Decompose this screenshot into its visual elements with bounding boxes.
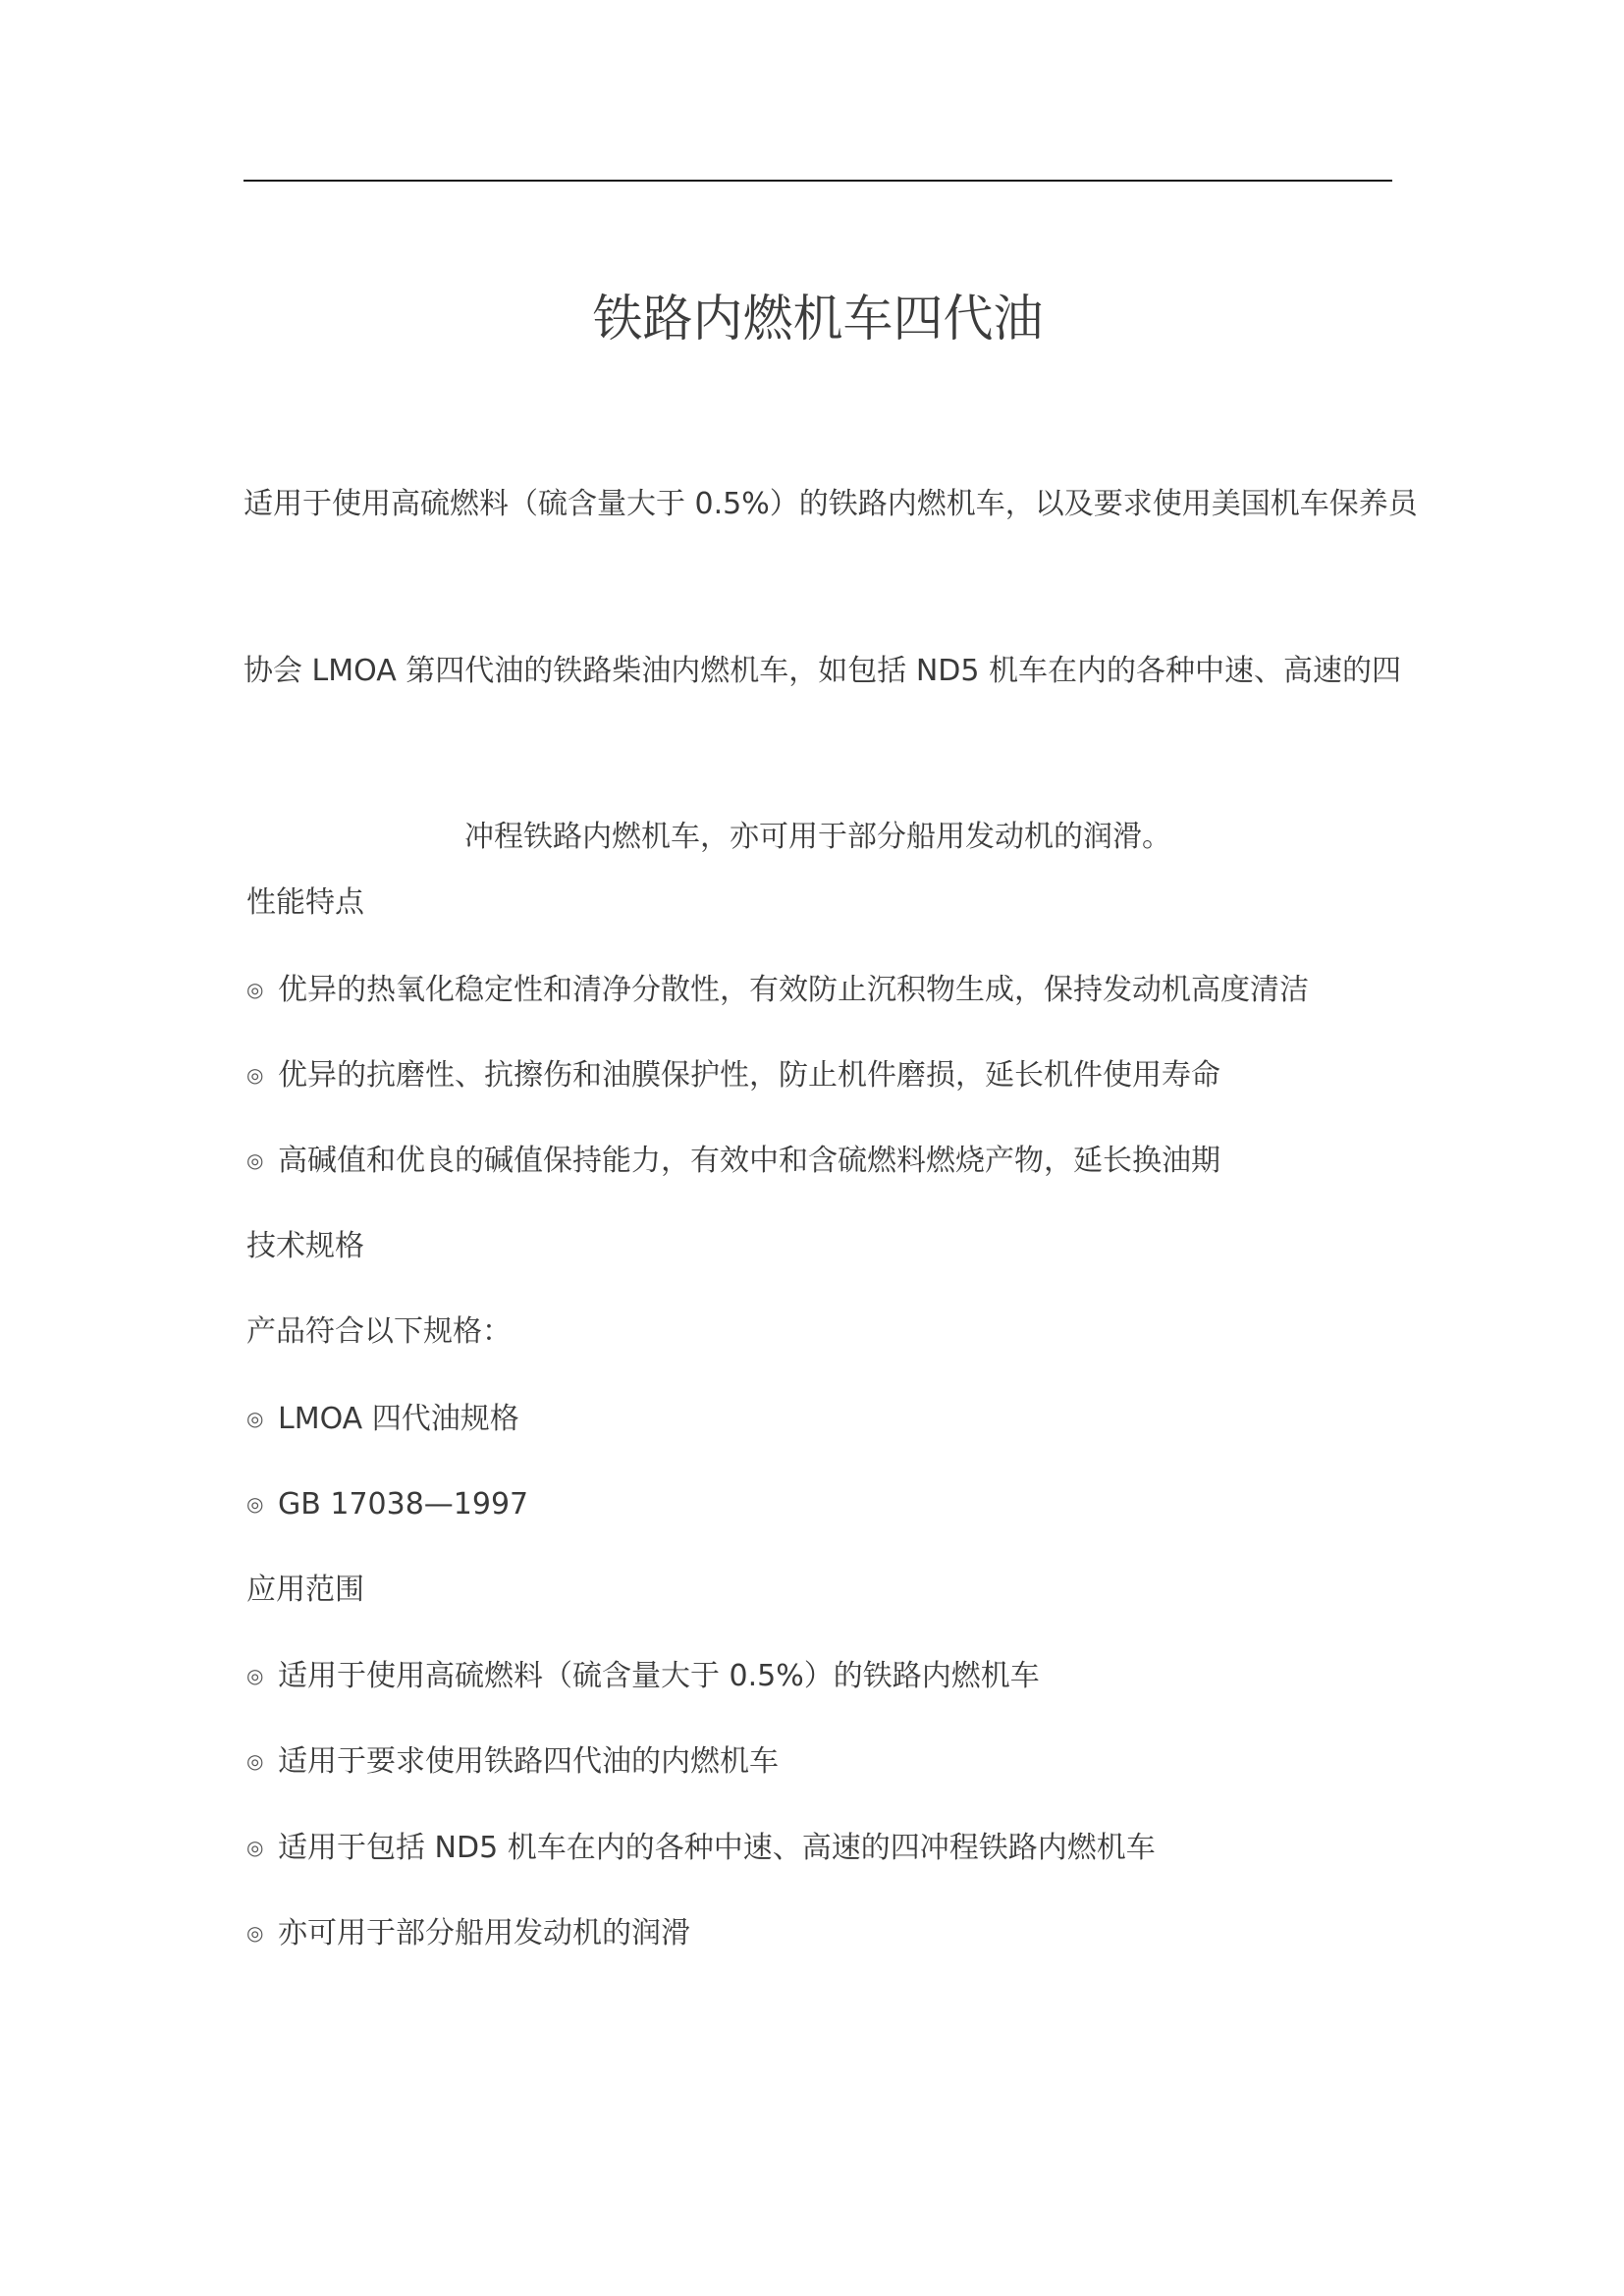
bullet-icon: ◎ bbox=[246, 978, 264, 1001]
specs-heading: 技术规格 bbox=[246, 1229, 364, 1263]
header-rule bbox=[244, 180, 1392, 182]
bullet-icon: ◎ bbox=[246, 1492, 264, 1516]
bullet-icon: ◎ bbox=[246, 1836, 264, 1859]
intro-line-1: 适用于使用高硫燃料（硫含量大于 0.5%）的铁路内燃机车，以及要求使用美国机车保养员 bbox=[244, 487, 1418, 521]
page-title: 铁路内燃机车四代油 bbox=[592, 291, 1044, 348]
intro-line-3: 冲程铁路内燃机车，亦可用于部分船用发动机的润滑。 bbox=[464, 820, 1171, 854]
features-heading: 性能特点 bbox=[246, 885, 364, 920]
application-item-2: 适用于要求使用铁路四代油的内燃机车 bbox=[278, 1744, 779, 1779]
list-item bbox=[246, 1828, 1156, 1868]
feature-item-1: 优异的热氧化稳定性和清净分散性，有效防止沉积物生成，保持发动机高度清洁 bbox=[278, 973, 1309, 1007]
list-item bbox=[246, 1141, 1220, 1181]
intro-line-2: 协会 LMOA 第四代油的铁路柴油内燃机车，如包括 ND5 机车在内的各种中速、高速的四 bbox=[244, 654, 1401, 688]
feature-item-2: 优异的抗磨性、抗擦伤和油膜保护性，防止机件磨损，延长机件使用寿命 bbox=[278, 1058, 1220, 1093]
list-item bbox=[246, 1399, 519, 1439]
list-item bbox=[246, 1055, 1220, 1095]
feature-item-3: 高碱值和优良的碱值保持能力，有效中和含硫燃料燃烧产物，延长换油期 bbox=[278, 1144, 1220, 1178]
spec-item-1: LMOA 四代油规格 bbox=[278, 1402, 519, 1436]
bullet-icon: ◎ bbox=[246, 1407, 264, 1430]
list-item bbox=[246, 1741, 779, 1782]
bullet-icon: ◎ bbox=[246, 1749, 264, 1773]
application-item-1: 适用于使用高硫燃料（硫含量大于 0.5%）的铁路内燃机车 bbox=[278, 1659, 1040, 1693]
bullet-icon: ◎ bbox=[246, 1664, 264, 1687]
application-item-4: 亦可用于部分船用发动机的润滑 bbox=[278, 1916, 690, 1950]
spec-item-2: GB 17038—1997 bbox=[278, 1487, 529, 1522]
list-item bbox=[246, 970, 1309, 1010]
applications-heading: 应用范围 bbox=[246, 1573, 364, 1607]
bullet-icon: ◎ bbox=[246, 1148, 264, 1172]
bullet-icon: ◎ bbox=[246, 1921, 264, 1945]
list-item bbox=[246, 1656, 1040, 1696]
list-item bbox=[246, 1913, 690, 1953]
specs-intro: 产品符合以下规格： bbox=[246, 1314, 512, 1349]
bullet-icon: ◎ bbox=[246, 1063, 264, 1087]
list-item bbox=[246, 1484, 528, 1524]
application-item-3: 适用于包括 ND5 机车在内的各种中速、高速的四冲程铁路内燃机车 bbox=[278, 1831, 1156, 1865]
